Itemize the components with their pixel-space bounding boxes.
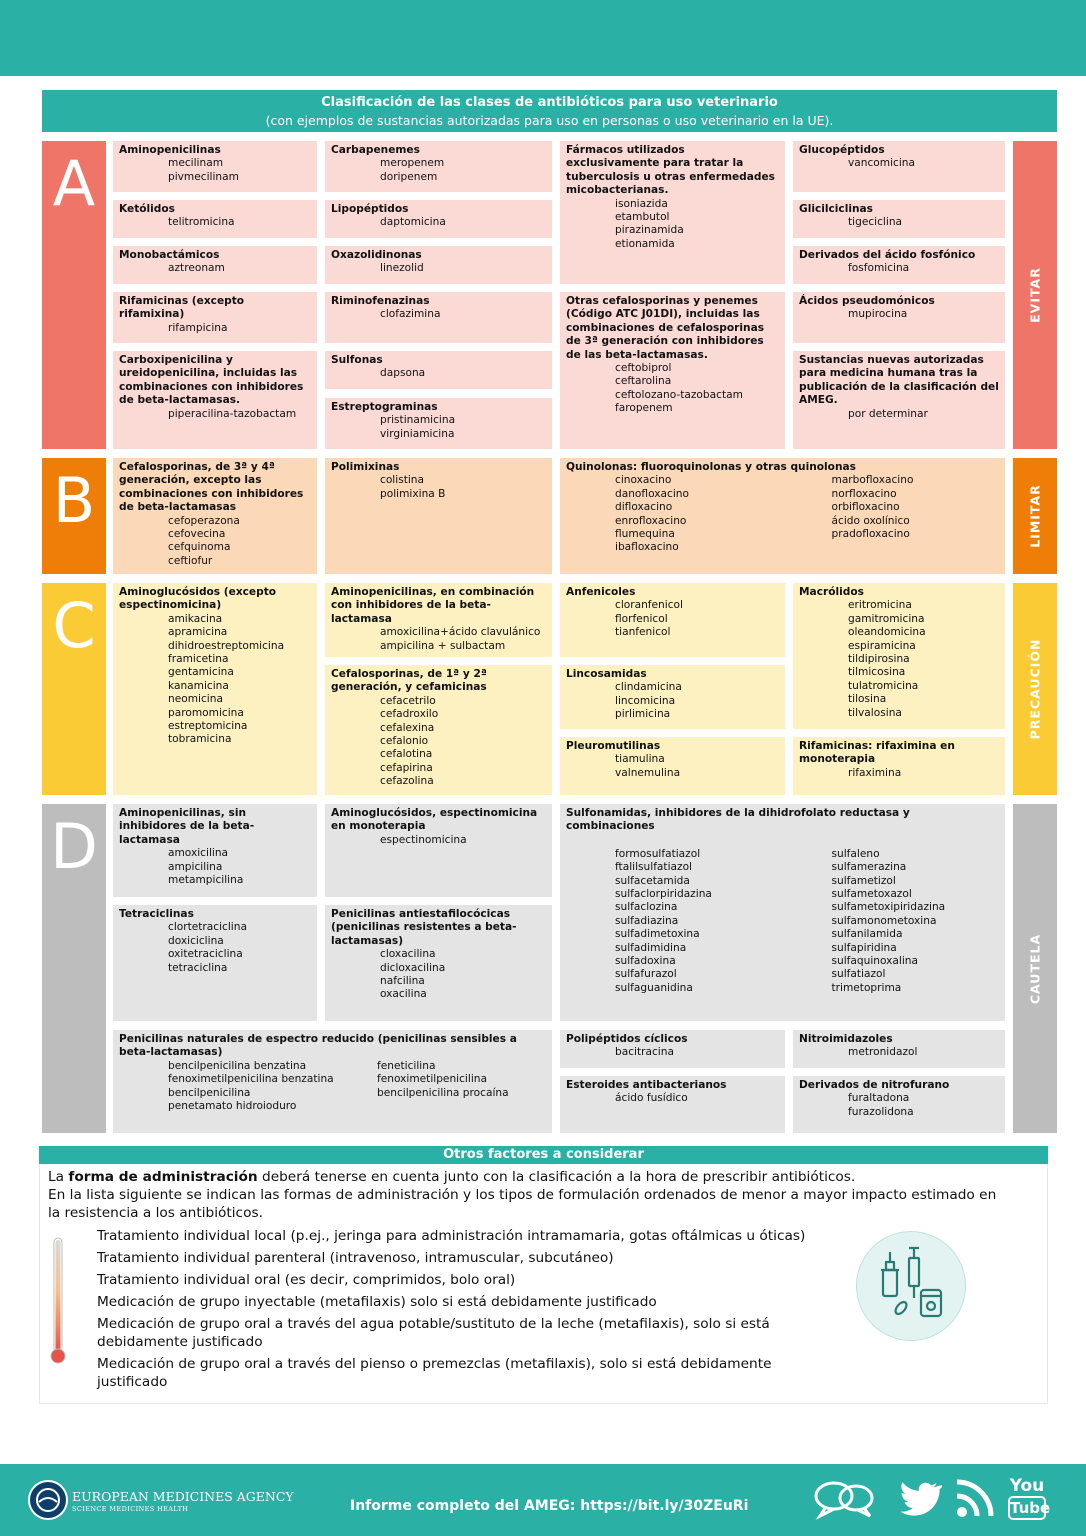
substance: tigeciclina	[848, 216, 903, 229]
class-box	[560, 141, 785, 284]
substance: virginiamicina	[380, 427, 455, 440]
substance: mupirocina	[848, 308, 908, 321]
list-item: Medicación de grupo inyectable (metafilaxis) solo si está debidamente justificado	[97, 1294, 657, 1310]
class-box	[560, 458, 1005, 574]
substance: pivmecilinam	[168, 170, 239, 183]
class-heading: Rifamicinas (excepto rifamixina)	[119, 295, 245, 321]
substance: gentamicina	[168, 666, 234, 679]
forum-icon[interactable]	[812, 1476, 878, 1522]
class-box	[325, 665, 552, 795]
class-box	[113, 292, 317, 343]
substance: formosulfatiazol	[615, 847, 701, 860]
class-box	[325, 458, 552, 574]
class-heading: Aminoglucósidos, espectinomicina en monoterapia	[331, 807, 538, 833]
class-heading: Aminopenicilinas, sin inhibidores de la beta-lactamasa	[119, 807, 255, 846]
administration-list	[97, 1227, 827, 1395]
substance: ampicilina + sulbactam	[380, 639, 506, 652]
category-d-label: CAUTELA	[1013, 804, 1057, 1133]
class-heading: Carboxipenicilina y ureidopenicilina, incluidas las combinaciones con inhibidores de beta-lactamasas.	[119, 354, 304, 407]
class-heading: Carbapenemes	[331, 144, 420, 156]
class-heading: Cefalosporinas, de 3ª y 4ª generación, excepto las combinaciones con inhibidores de beta-lactamasas	[119, 461, 304, 514]
substance: cloranfenicol	[615, 599, 683, 612]
class-heading: Sustancias nuevas autorizadas para medicina humana tras la publicación de la clasificación del AMEG.	[799, 354, 999, 407]
substance: cefapirina	[380, 761, 433, 774]
class-heading: Pleuromutilinas	[566, 740, 661, 752]
class-heading: Monobactámicos	[119, 249, 220, 261]
list-item: Medicación de grupo oral a través del agua potable/sustituto de la leche (metafilaxis), solo si está debidamente justificado	[97, 1316, 770, 1350]
substance: polimixina B	[380, 487, 446, 500]
page-title	[42, 90, 1057, 132]
substance: piperacilina-tazobactam	[168, 407, 297, 420]
substance: etionamida	[615, 237, 675, 250]
class-heading: Polipéptidos cíclicos	[566, 1033, 688, 1045]
substance: paromomicina	[168, 706, 244, 719]
list-item: Tratamiento individual parenteral (intravenoso, intramuscular, subcutáneo)	[97, 1250, 614, 1266]
class-box	[560, 292, 785, 449]
class-box	[113, 458, 317, 574]
substance: norfloxacino	[831, 487, 897, 500]
substance: tobramicina	[168, 733, 232, 746]
class-box	[113, 905, 317, 1021]
category-b-label: LIMITAR	[1013, 458, 1057, 574]
class-heading: Derivados de nitrofurano	[799, 1079, 950, 1091]
substance: ácido oxolínico	[831, 514, 910, 527]
class-heading: Lincosamidas	[566, 668, 647, 680]
substance: bacitracina	[615, 1046, 674, 1059]
substance: framicetina	[168, 653, 229, 666]
substance: espiramicina	[848, 639, 916, 652]
substance: dicloxacilina	[380, 961, 446, 974]
substance: lincomicina	[615, 694, 676, 707]
substance: sulfametoxazol	[831, 888, 912, 901]
class-heading: Glicilciclinas	[799, 203, 873, 215]
class-box	[325, 804, 552, 897]
youtube-icon[interactable]: You Tube	[1008, 1476, 1046, 1522]
substance: tildipirosina	[848, 653, 910, 666]
class-box	[793, 1076, 1005, 1133]
class-box	[113, 141, 317, 192]
substance: sulfaclorpiridazina	[615, 888, 712, 901]
substance: aztreonam	[168, 262, 225, 275]
substance: tianfenicol	[615, 626, 671, 639]
substance: ceftiofur	[168, 554, 213, 567]
substance: pirlimicina	[615, 708, 671, 721]
class-heading: Esteroides antibacterianos	[566, 1079, 727, 1091]
substance: cinoxacino	[615, 474, 672, 487]
substance: tilvalosina	[848, 706, 902, 719]
class-box	[793, 737, 1005, 795]
substance: sulfapiridina	[831, 941, 897, 954]
class-heading: Anfenicoles	[566, 586, 636, 598]
class-heading: Tetraciclinas	[119, 908, 194, 920]
substance: clortetraciclina	[168, 921, 247, 934]
substance: flumequina	[615, 528, 675, 541]
class-heading: Polimixinas	[331, 461, 400, 473]
substance: oleandomicina	[848, 626, 926, 639]
substance: tilosina	[848, 693, 887, 706]
substance: ceftolozano-tazobactam	[615, 388, 743, 401]
substance: tetraciclina	[168, 961, 228, 974]
substance: faropenem	[615, 402, 673, 415]
other-factors-heading: Otros factores a considerar	[39, 1146, 1048, 1164]
substance: nafcilina	[380, 975, 425, 988]
class-heading: Aminopenicilinas	[119, 144, 221, 156]
substance: sulfaclozina	[615, 901, 678, 914]
class-heading: Cefalosporinas, de 1ª y 2ª generación, y cefamicinas	[331, 668, 487, 694]
substance: orbifloxacino	[831, 501, 900, 514]
category-b-letter: B	[42, 458, 106, 574]
substance: sulfatiazol	[831, 968, 886, 981]
class-box	[113, 351, 317, 449]
substance: sulfamerazina	[831, 861, 907, 874]
class-heading: Rifamicinas: rifaximina en monoterapia	[799, 740, 955, 766]
substance: difloxacino	[615, 501, 673, 514]
substance: fosfomicina	[848, 262, 910, 275]
substance: vancomicina	[848, 157, 916, 170]
class-box	[113, 583, 317, 795]
substance: bencilpenicilina	[168, 1086, 251, 1099]
substance: telitromicina	[168, 216, 235, 229]
category-d-letter: D	[42, 804, 106, 1133]
class-box	[793, 351, 1005, 449]
substance: clofazimina	[380, 308, 441, 321]
class-heading: Riminofenazinas	[331, 295, 430, 307]
substance: linezolid	[380, 262, 424, 275]
substance: sulfadimetoxina	[615, 928, 700, 941]
class-heading: Estreptograminas	[331, 401, 438, 413]
substance: danofloxacino	[615, 487, 689, 500]
substance: tilmicosina	[848, 666, 906, 679]
substance: amoxicilina+ácido clavulánico	[380, 626, 541, 639]
substance: eritromicina	[848, 599, 912, 612]
list-item: Medicación de grupo oral a través del pienso o premezclas (metafilaxis), solo si está debidamente justificado	[97, 1356, 772, 1390]
substance: tulatromicina	[848, 679, 919, 692]
substance: cefoperazona	[168, 514, 240, 527]
substance: sulfadoxina	[615, 955, 676, 968]
class-box	[325, 583, 552, 657]
substance: sulfametoxipiridazina	[831, 901, 946, 914]
substance: florfenicol	[615, 612, 668, 625]
substance: cefalexina	[380, 721, 435, 734]
class-heading: Quinolonas: fluoroquinolonas y otras quinolonas	[566, 461, 856, 473]
class-box	[325, 292, 552, 343]
class-box	[113, 246, 317, 284]
class-box	[325, 200, 552, 238]
substance: sulfamonometoxina	[831, 914, 937, 927]
class-heading: Glucopéptidos	[799, 144, 885, 156]
medicine-icon	[856, 1231, 966, 1341]
class-box	[560, 804, 1005, 1021]
substance: estreptomicina	[168, 720, 248, 733]
substance: sulfanilamida	[831, 928, 903, 941]
substance: cefovecina	[168, 528, 226, 541]
substance: cloxacilina	[380, 948, 436, 961]
substance: furaltadona	[848, 1092, 910, 1105]
substance: cefalonio	[380, 735, 429, 748]
class-heading: Derivados del ácido fosfónico	[799, 249, 976, 261]
substance: cefazolina	[380, 775, 434, 788]
list-item: Tratamiento individual local (p.ej., jeringa para administración intramamaria, gotas oftálmicas u óticas)	[97, 1228, 806, 1244]
substance: ceftarolina	[615, 375, 672, 388]
class-box	[793, 200, 1005, 238]
substance: bencilpenicilina benzatina	[168, 1059, 307, 1072]
other-factors-intro: La forma de administración deberá tenerse en cuenta junto con la clasificación a la hora de prescribir antibióticos. En la lista siguiente se indican las formas de administración y los tipos de formulación ordenados de menor a mayor impacto estimado en la resistencia a los antibióticos.	[48, 1169, 997, 1221]
class-box	[793, 246, 1005, 284]
class-box	[793, 583, 1005, 729]
substance: rifaximina	[848, 766, 902, 779]
substance: espectinomicina	[380, 833, 467, 846]
substance: amoxicilina	[168, 847, 229, 860]
rss-icon[interactable]	[954, 1476, 994, 1522]
substance: sulfacetamida	[615, 874, 690, 887]
agency-tagline: SCIENCE MEDICINES HEALTH	[72, 1505, 189, 1513]
substance: dapsona	[380, 367, 426, 380]
list-item: Tratamiento individual oral (es decir, comprimidos, bolo oral)	[97, 1272, 516, 1288]
substance: cefalotina	[380, 748, 433, 761]
substance: mecilinam	[168, 157, 224, 170]
substance: sulfafurazol	[615, 968, 677, 981]
class-box	[793, 1030, 1005, 1068]
class-heading: Macrólidos	[799, 586, 864, 598]
title-line-2: (con ejemplos de sustancias autorizadas para uso en personas o uso veterinario en la UE).	[265, 113, 834, 128]
class-heading: Sulfonamidas, inhibidores de la dihidrofolato reductasa y combinaciones	[566, 807, 910, 833]
substance: valnemulina	[615, 766, 681, 779]
class-box	[793, 292, 1005, 343]
top-banner	[0, 0, 1086, 76]
substance: sulfadimidina	[615, 941, 687, 954]
substance: ceftobiprol	[615, 362, 672, 375]
substance: daptomicina	[380, 216, 446, 229]
ema-logo-icon	[28, 1480, 68, 1520]
category-a-letter: A	[42, 141, 106, 449]
substance: isoniazida	[615, 197, 668, 210]
substance: meropenem	[380, 157, 445, 170]
substance: ampicilina	[168, 860, 223, 873]
substance: enrofloxacino	[615, 514, 687, 527]
substance: kanamicina	[168, 679, 229, 692]
substance: ftalilsulfatiazol	[615, 861, 692, 874]
class-heading: Aminoglucósidos (excepto espectinomicina)	[119, 586, 277, 612]
substance: amikacina	[168, 612, 223, 625]
substance: marbofloxacino	[831, 474, 914, 487]
title-line-1: Clasificación de las clases de antibióticos para uso veterinario	[321, 95, 778, 110]
class-box	[325, 351, 552, 389]
class-box	[560, 583, 785, 657]
class-box	[325, 246, 552, 284]
class-heading: Lipopéptidos	[331, 203, 409, 215]
class-heading: Fármacos utilizados exclusivamente para tratar la tuberculosis u otras enfermedades micobacterianas.	[566, 144, 775, 197]
class-heading: Nitroimidazoles	[799, 1033, 893, 1045]
substance: bencilpenicilina procaína	[377, 1086, 509, 1099]
class-box	[560, 1030, 785, 1068]
class-box	[325, 905, 552, 1021]
class-heading: Ácidos pseudomónicos	[799, 295, 935, 307]
substance: cefadroxilo	[380, 708, 439, 721]
class-box	[113, 804, 317, 897]
class-box	[325, 398, 552, 449]
substance: sulfaguanidina	[615, 981, 693, 994]
substance: ácido fusídico	[615, 1092, 688, 1105]
substance: pristinamicina	[380, 414, 456, 427]
class-box	[793, 141, 1005, 192]
substance: colistina	[380, 474, 425, 487]
category-a-label: EVITAR	[1013, 141, 1057, 449]
class-box	[560, 1076, 785, 1133]
substance: cefquinoma	[168, 541, 231, 554]
substance: feneticilina	[377, 1059, 436, 1072]
substance: penetamato hidroioduro	[168, 1100, 297, 1113]
report-link[interactable]: Informe completo del AMEG: https://bit.ly/30ZEuRi	[350, 1498, 749, 1514]
class-box	[560, 665, 785, 729]
substance: doripenem	[380, 170, 438, 183]
class-heading: Ketólidos	[119, 203, 175, 215]
substance: oxitetraciclina	[168, 948, 243, 961]
substance: sulfametizol	[831, 874, 896, 887]
class-heading: Sulfonas	[331, 354, 383, 366]
substance: rifampicina	[168, 321, 228, 334]
class-box	[113, 1030, 552, 1133]
class-heading: Aminopenicilinas, en combinación con inhibidores de la beta-lactamasa	[331, 586, 535, 625]
substance: ibafloxacino	[615, 541, 679, 554]
substance: neomicina	[168, 693, 223, 706]
substance: fenoximetilpenicilina	[377, 1073, 487, 1086]
substance: sulfaquinoxalina	[831, 955, 919, 968]
substance: por determinar	[848, 407, 928, 420]
substance: trimetoprima	[831, 981, 902, 994]
substance: metampicilina	[168, 874, 244, 887]
class-heading: Otras cefalosporinas y penemes (Código ATC J01DI), incluidas las combinaciones de cefalosporinas de 3ª generación con inhibidores de las beta-lactamasas.	[566, 295, 765, 361]
class-heading: Penicilinas antiestafilocócicas (penicilinas resistentes a beta-lactamasas)	[331, 908, 517, 947]
substance: tiamulina	[615, 753, 665, 766]
substance: pirazinamida	[615, 224, 684, 237]
substance: gamitromicina	[848, 612, 925, 625]
twitter-icon[interactable]	[892, 1476, 942, 1522]
category-c-letter: C	[42, 583, 106, 795]
category-c-label: PRECAUCIÓN	[1013, 583, 1057, 795]
substance: sulfadiazina	[615, 914, 679, 927]
substance: dihidroestreptomicina	[168, 639, 285, 652]
substance: clindamicina	[615, 681, 682, 694]
substance: apramicina	[168, 626, 228, 639]
class-heading: Oxazolidinonas	[331, 249, 422, 261]
class-box	[325, 141, 552, 192]
substance: metronidazol	[848, 1046, 918, 1059]
substance: fenoximetilpenicilina benzatina	[168, 1073, 334, 1086]
substance: furazolidona	[848, 1105, 914, 1118]
class-box	[113, 200, 317, 238]
thermometer-icon	[50, 1236, 66, 1366]
substance: pradofloxacino	[831, 528, 910, 541]
substance: doxiciclina	[168, 934, 224, 947]
substance: cefacetrilo	[380, 694, 436, 707]
substance: sulfaleno	[831, 847, 880, 860]
substance: oxacilina	[380, 988, 427, 1001]
class-box	[560, 737, 785, 795]
class-heading: Penicilinas naturales de espectro reducido (penicilinas sensibles a beta-lactamasas)	[119, 1033, 517, 1059]
agency-name: EUROPEAN MEDICINES AGENCY	[72, 1489, 294, 1504]
substance: etambutol	[615, 211, 670, 224]
